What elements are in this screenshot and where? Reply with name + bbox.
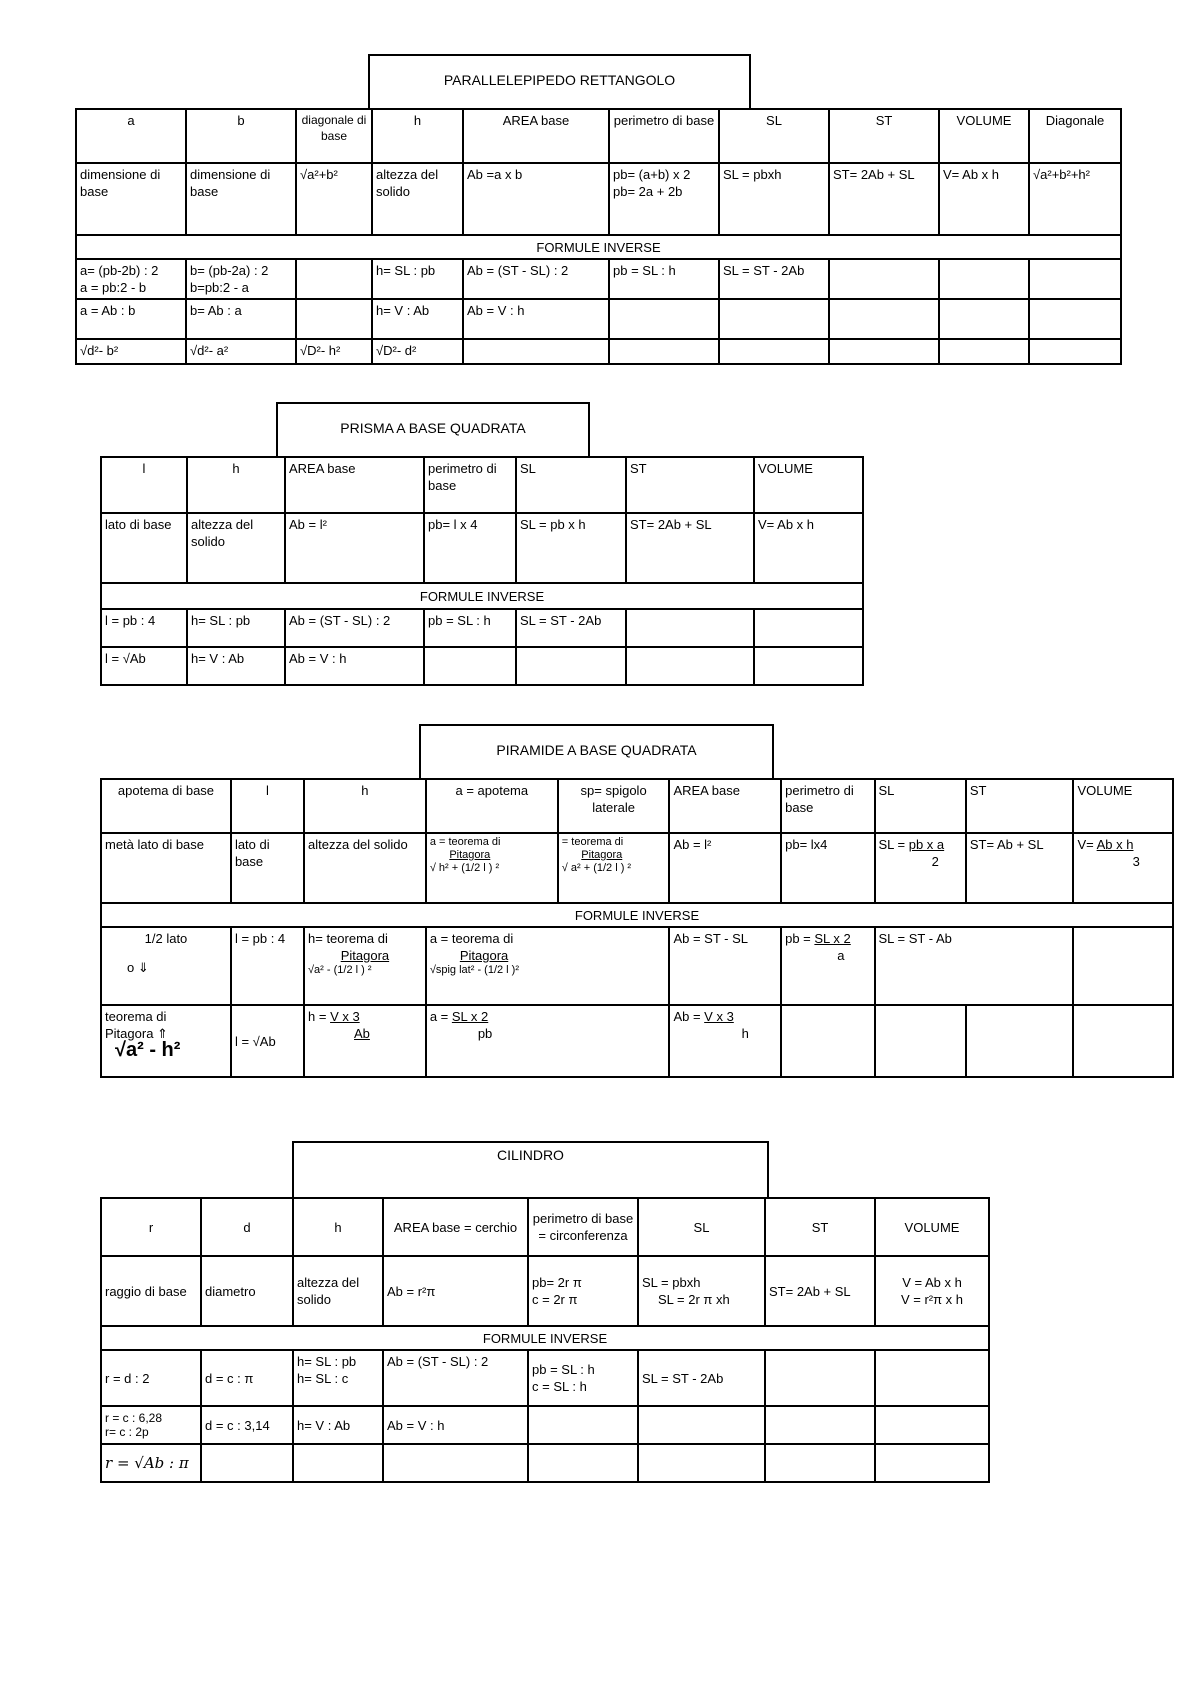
pir-i1-apb: 1/2 lato o ⇓ (101, 927, 231, 1005)
prisma-h-vol: VOLUME (754, 457, 863, 513)
cil-h-perim: perimetro di base = circonferenza (528, 1198, 638, 1256)
paral-h-area: AREA base (463, 109, 609, 163)
cil-i2-d: d = c : 3,14 (201, 1406, 293, 1444)
pir-d-area: Ab = l² (669, 833, 781, 903)
cil-h-st: ST (765, 1198, 875, 1256)
prisma-d-perim: pb= l x 4 (424, 513, 516, 583)
cilindro-title: CILINDRO (292, 1141, 769, 1199)
pir-i1-h: h= teorema di Pitagora √a² - (1/2 l ) ² (304, 927, 426, 1005)
pir-h-h: h (304, 779, 426, 833)
prisma-i2-h: h= V : Ab (187, 647, 285, 685)
pir-d-vol: V= Ab x h 3 (1073, 833, 1173, 903)
paral-h-h: h (372, 109, 463, 163)
paral-d-sl: SL = pbxh (719, 163, 829, 235)
cil-i1-area: Ab = (ST - SL) : 2 (383, 1350, 528, 1406)
cil-i1-perim: pb = SL : h c = SL : h (528, 1350, 638, 1406)
paral-i3-diagb: √D²- h² (296, 339, 372, 364)
pir-h-st: ST (966, 779, 1074, 833)
prisma-i1-l: l = pb : 4 (101, 609, 187, 647)
prisma-d-sl: SL = pb x h (516, 513, 626, 583)
pir-d-a: a = teorema di Pitagora √ h² + (1/2 l ) ² (426, 833, 558, 903)
pir-h-sl: SL (875, 779, 966, 833)
cil-d-st: ST= 2Ab + SL (765, 1256, 875, 1326)
cil-h-vol: VOLUME (875, 1198, 989, 1256)
pir-h-area: AREA base (669, 779, 781, 833)
pir-d-sl: SL = pb x a 2 (875, 833, 966, 903)
paral-inverse-label: FORMULE INVERSE (76, 235, 1121, 259)
paral-h-diag: Diagonale (1029, 109, 1121, 163)
pir-i2-h: h = V x 3 Ab (304, 1005, 426, 1077)
prisma-d-st: ST= 2Ab + SL (626, 513, 754, 583)
paral-h-a: a (76, 109, 186, 163)
piramide-title: PIRAMIDE A BASE QUADRATA (419, 724, 774, 780)
pir-h-vol: VOLUME (1073, 779, 1173, 833)
pir-i2-a: a = SL x 2 pb (426, 1005, 670, 1077)
paral-i1-b: b= (pb-2a) : 2 b=pb:2 - a (186, 259, 296, 299)
pir-d-apb: metà lato di base (101, 833, 231, 903)
paral-h-b: b (186, 109, 296, 163)
paral-d-diag: √a²+b²+h² (1029, 163, 1121, 235)
paral-d-area: Ab =a x b (463, 163, 609, 235)
cil-i1-d: d = c : π (201, 1350, 293, 1406)
cil-d-h: altezza del solido (293, 1256, 383, 1326)
pir-i2-l: l = √Ab (231, 1005, 304, 1077)
prisma-h-st: ST (626, 457, 754, 513)
prisma-i1-h: h= SL : pb (187, 609, 285, 647)
paral-h-st: ST (829, 109, 939, 163)
paral-i1-h: h= SL : pb (372, 259, 463, 299)
prisma-h-perim: perimetro di base (424, 457, 516, 513)
prisma-i1-perim: pb = SL : h (424, 609, 516, 647)
paral-d-b: dimensione di base (186, 163, 296, 235)
paral-i1-perim: pb = SL : h (609, 259, 719, 299)
cil-d-sl: SL = pbxh SL = 2r π xh (638, 1256, 765, 1326)
pir-d-h: altezza del solido (304, 833, 426, 903)
piramide-table (100, 778, 1174, 1078)
prisma-h-h: h (187, 457, 285, 513)
paral-h-sl: SL (719, 109, 829, 163)
prisma-h-l: l (101, 457, 187, 513)
pir-i1-perim: pb = SL x 2 a (781, 927, 874, 1005)
paral-i3-h: √D²- d² (372, 339, 463, 364)
cil-d-area: Ab = r²π (383, 1256, 528, 1326)
cil-i1-sl: SL = ST - 2Ab (638, 1350, 765, 1406)
pir-h-sp: sp= spigolo laterale (558, 779, 670, 833)
pir-d-sp: = teorema di Pitagora √ a² + (1/2 l ) ² (558, 833, 670, 903)
paral-d-vol: V= Ab x h (939, 163, 1029, 235)
pir-i1-l: l = pb : 4 (231, 927, 304, 1005)
pir-i1-sl: SL = ST - Ab (875, 927, 1074, 1005)
paral-i3-a: √d²- b² (76, 339, 186, 364)
paral-i1-a: a= (pb-2b) : 2 a = pb:2 - b (76, 259, 186, 299)
prisma-d-area: Ab = l² (285, 513, 424, 583)
cil-h-sl: SL (638, 1198, 765, 1256)
pir-h-a: a = apotema (426, 779, 558, 833)
cil-h-r: r (101, 1198, 201, 1256)
cil-h-area: AREA base = cerchio (383, 1198, 528, 1256)
cil-i1-h: h= SL : pb h= SL : c (293, 1350, 383, 1406)
cil-i2-area: Ab = V : h (383, 1406, 528, 1444)
paral-h-diagb: diagonale di base (296, 109, 372, 163)
cil-d-d: diametro (201, 1256, 293, 1326)
pir-inverse-label: FORMULE INVERSE (101, 903, 1173, 927)
paral-i2-b: b= Ab : a (186, 299, 296, 339)
paral-i2-area: Ab = V : h (463, 299, 609, 339)
cil-inverse-label: FORMULE INVERSE (101, 1326, 989, 1350)
cil-i1-r: r = d : 2 (101, 1350, 201, 1406)
paral-h-vol: VOLUME (939, 109, 1029, 163)
prisma-d-vol: V= Ab x h (754, 513, 863, 583)
cil-h-d: d (201, 1198, 293, 1256)
cil-i2-h: h= V : Ab (293, 1406, 383, 1444)
pir-d-st: ST= Ab + SL (966, 833, 1074, 903)
cil-d-r: raggio di base (101, 1256, 201, 1326)
prisma-d-h: altezza del solido (187, 513, 285, 583)
prisma-i2-l: l = √Ab (101, 647, 187, 685)
pir-i1-a: a = teorema di Pitagora √spig lat² - (1/2 l )² (426, 927, 670, 1005)
pir-i2-area: Ab = V x 3 h (669, 1005, 781, 1077)
paral-i3-b: √d²- a² (186, 339, 296, 364)
pir-i1-area: Ab = ST - SL (669, 927, 781, 1005)
paral-table (75, 108, 1122, 365)
paral-i2-a: a = Ab : b (76, 299, 186, 339)
cil-h-h: h (293, 1198, 383, 1256)
pir-h-l: l (231, 779, 304, 833)
paral-d-diagb: √a²+b² (296, 163, 372, 235)
prisma-i1-sl: SL = ST - 2Ab (516, 609, 626, 647)
pir-i2-apb: teorema di Pitagora ⇑ √a² - h² (101, 1005, 231, 1077)
pir-d-perim: pb= lx4 (781, 833, 874, 903)
paral-d-a: dimensione di base (76, 163, 186, 235)
prisma-d-l: lato di base (101, 513, 187, 583)
prisma-inverse-label: FORMULE INVERSE (101, 583, 863, 609)
prisma-h-sl: SL (516, 457, 626, 513)
cil-i3-r: r = √Ab : π (101, 1444, 201, 1482)
cil-d-vol: V = Ab x h V = r²π x h (875, 1256, 989, 1326)
paral-d-st: ST= 2Ab + SL (829, 163, 939, 235)
prisma-table (100, 456, 864, 686)
prisma-title: PRISMA A BASE QUADRATA (276, 402, 590, 458)
paral-i1-area: Ab = (ST - SL) : 2 (463, 259, 609, 299)
cil-d-perim: pb= 2r π c = 2r π (528, 1256, 638, 1326)
paral-title: PARALLELEPIPEDO RETTANGOLO (368, 54, 751, 110)
pir-h-apb: apotema di base (101, 779, 231, 833)
cil-i2-r: r = c : 6,28 r= c : 2p (101, 1406, 201, 1444)
prisma-i1-area: Ab = (ST - SL) : 2 (285, 609, 424, 647)
paral-i2-h: h= V : Ab (372, 299, 463, 339)
paral-d-h: altezza del solido (372, 163, 463, 235)
prisma-i2-area: Ab = V : h (285, 647, 424, 685)
paral-h-perim: perimetro di base (609, 109, 719, 163)
prisma-h-area: AREA base (285, 457, 424, 513)
paral-i1-sl: SL = ST - 2Ab (719, 259, 829, 299)
pir-h-perim: perimetro di base (781, 779, 874, 833)
cilindro-table (100, 1197, 990, 1483)
pir-d-l: lato di base (231, 833, 304, 903)
paral-d-perim: pb= (a+b) x 2 pb= 2a + 2b (609, 163, 719, 235)
